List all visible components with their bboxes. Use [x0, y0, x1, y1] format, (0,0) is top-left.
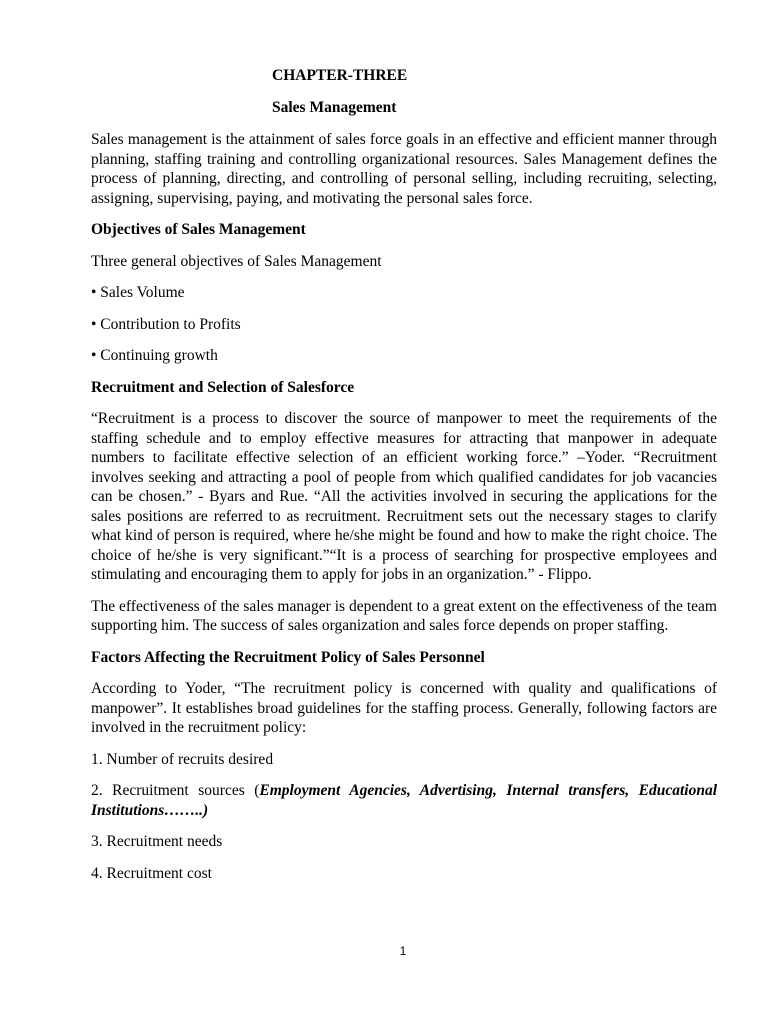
factors-intro-paragraph: According to Yoder, “The recruitment policy is concerned with quality and qualifications of manpower”. It establishes broad guidelines for the staffing process. Generally, following factors are involved in the recruitment policy:	[91, 680, 717, 736]
factor-item: 4. Recruitment cost	[91, 864, 212, 882]
factors-heading: Factors Affecting the Recruitment Policy of Sales Personnel	[91, 648, 485, 666]
chapter-heading: CHAPTER-THREE	[272, 67, 408, 84]
objectives-heading: Objectives of Sales Management	[91, 221, 306, 238]
objectives-lead: Three general objectives of Sales Management	[91, 252, 382, 270]
factor-item-emphasis: Employment Agencies, Advertising, Internal transfers, Educational Institutions……..)	[91, 782, 718, 819]
factor-item: 1. Number of recruits desired	[91, 750, 274, 768]
recruitment-quote-paragraph: “Recruitment is a process to discover the source of manpower to meet the requirements of the staffing schedule and to employ effective measures for attracting that manpower in adequate numbers to facilitate effective selection of an efficient working force.” –Yoder. “Recruitment involves seeking and attracting a pool of people from which qualified candidates for job vacancies can be chosen.” - Byars and Rue. “All the activities involved in securing the applications for the sales positions are referred to as recruitment. Recruitment sets out the necessary stages to clarify what kind of person is required, where he/she might be found and how to make the right choice. The choice of he/she is very significant.”“It is a process of searching for prospective employees and stimulating and encouraging them to apply for jobs in an organization.” - Flippo.	[91, 410, 717, 583]
intro-paragraph: Sales management is the attainment of sales force goals in an effective and efficient manner through planning, staffing training and controlling organizational resources. Sales Management defines the process of planning, directing, and controlling of personal selling, including recruiting, selecting, assigning, supervising, paying, and motivating the personal sales force.	[91, 131, 717, 207]
page-number: 1	[399, 944, 407, 958]
chapter-title: Sales Management	[272, 99, 397, 116]
factor-item	[91, 781, 717, 820]
effectiveness-paragraph: The effectiveness of the sales manager is dependent to a great extent on the effectiveness of the team supporting him. The success of sales organization and sales force depends on proper staffing.	[91, 597, 717, 634]
objective-item: • Sales Volume	[91, 284, 185, 301]
factor-item-prefix: 2. Recruitment sources (	[91, 782, 260, 799]
document-body	[91, 64, 717, 883]
factor-item: 3. Recruitment needs	[91, 833, 223, 850]
recruitment-heading: Recruitment and Selection of Salesforce	[91, 378, 355, 396]
objective-item: • Contribution to Profits	[91, 315, 241, 333]
objective-item: • Continuing growth	[91, 347, 218, 364]
